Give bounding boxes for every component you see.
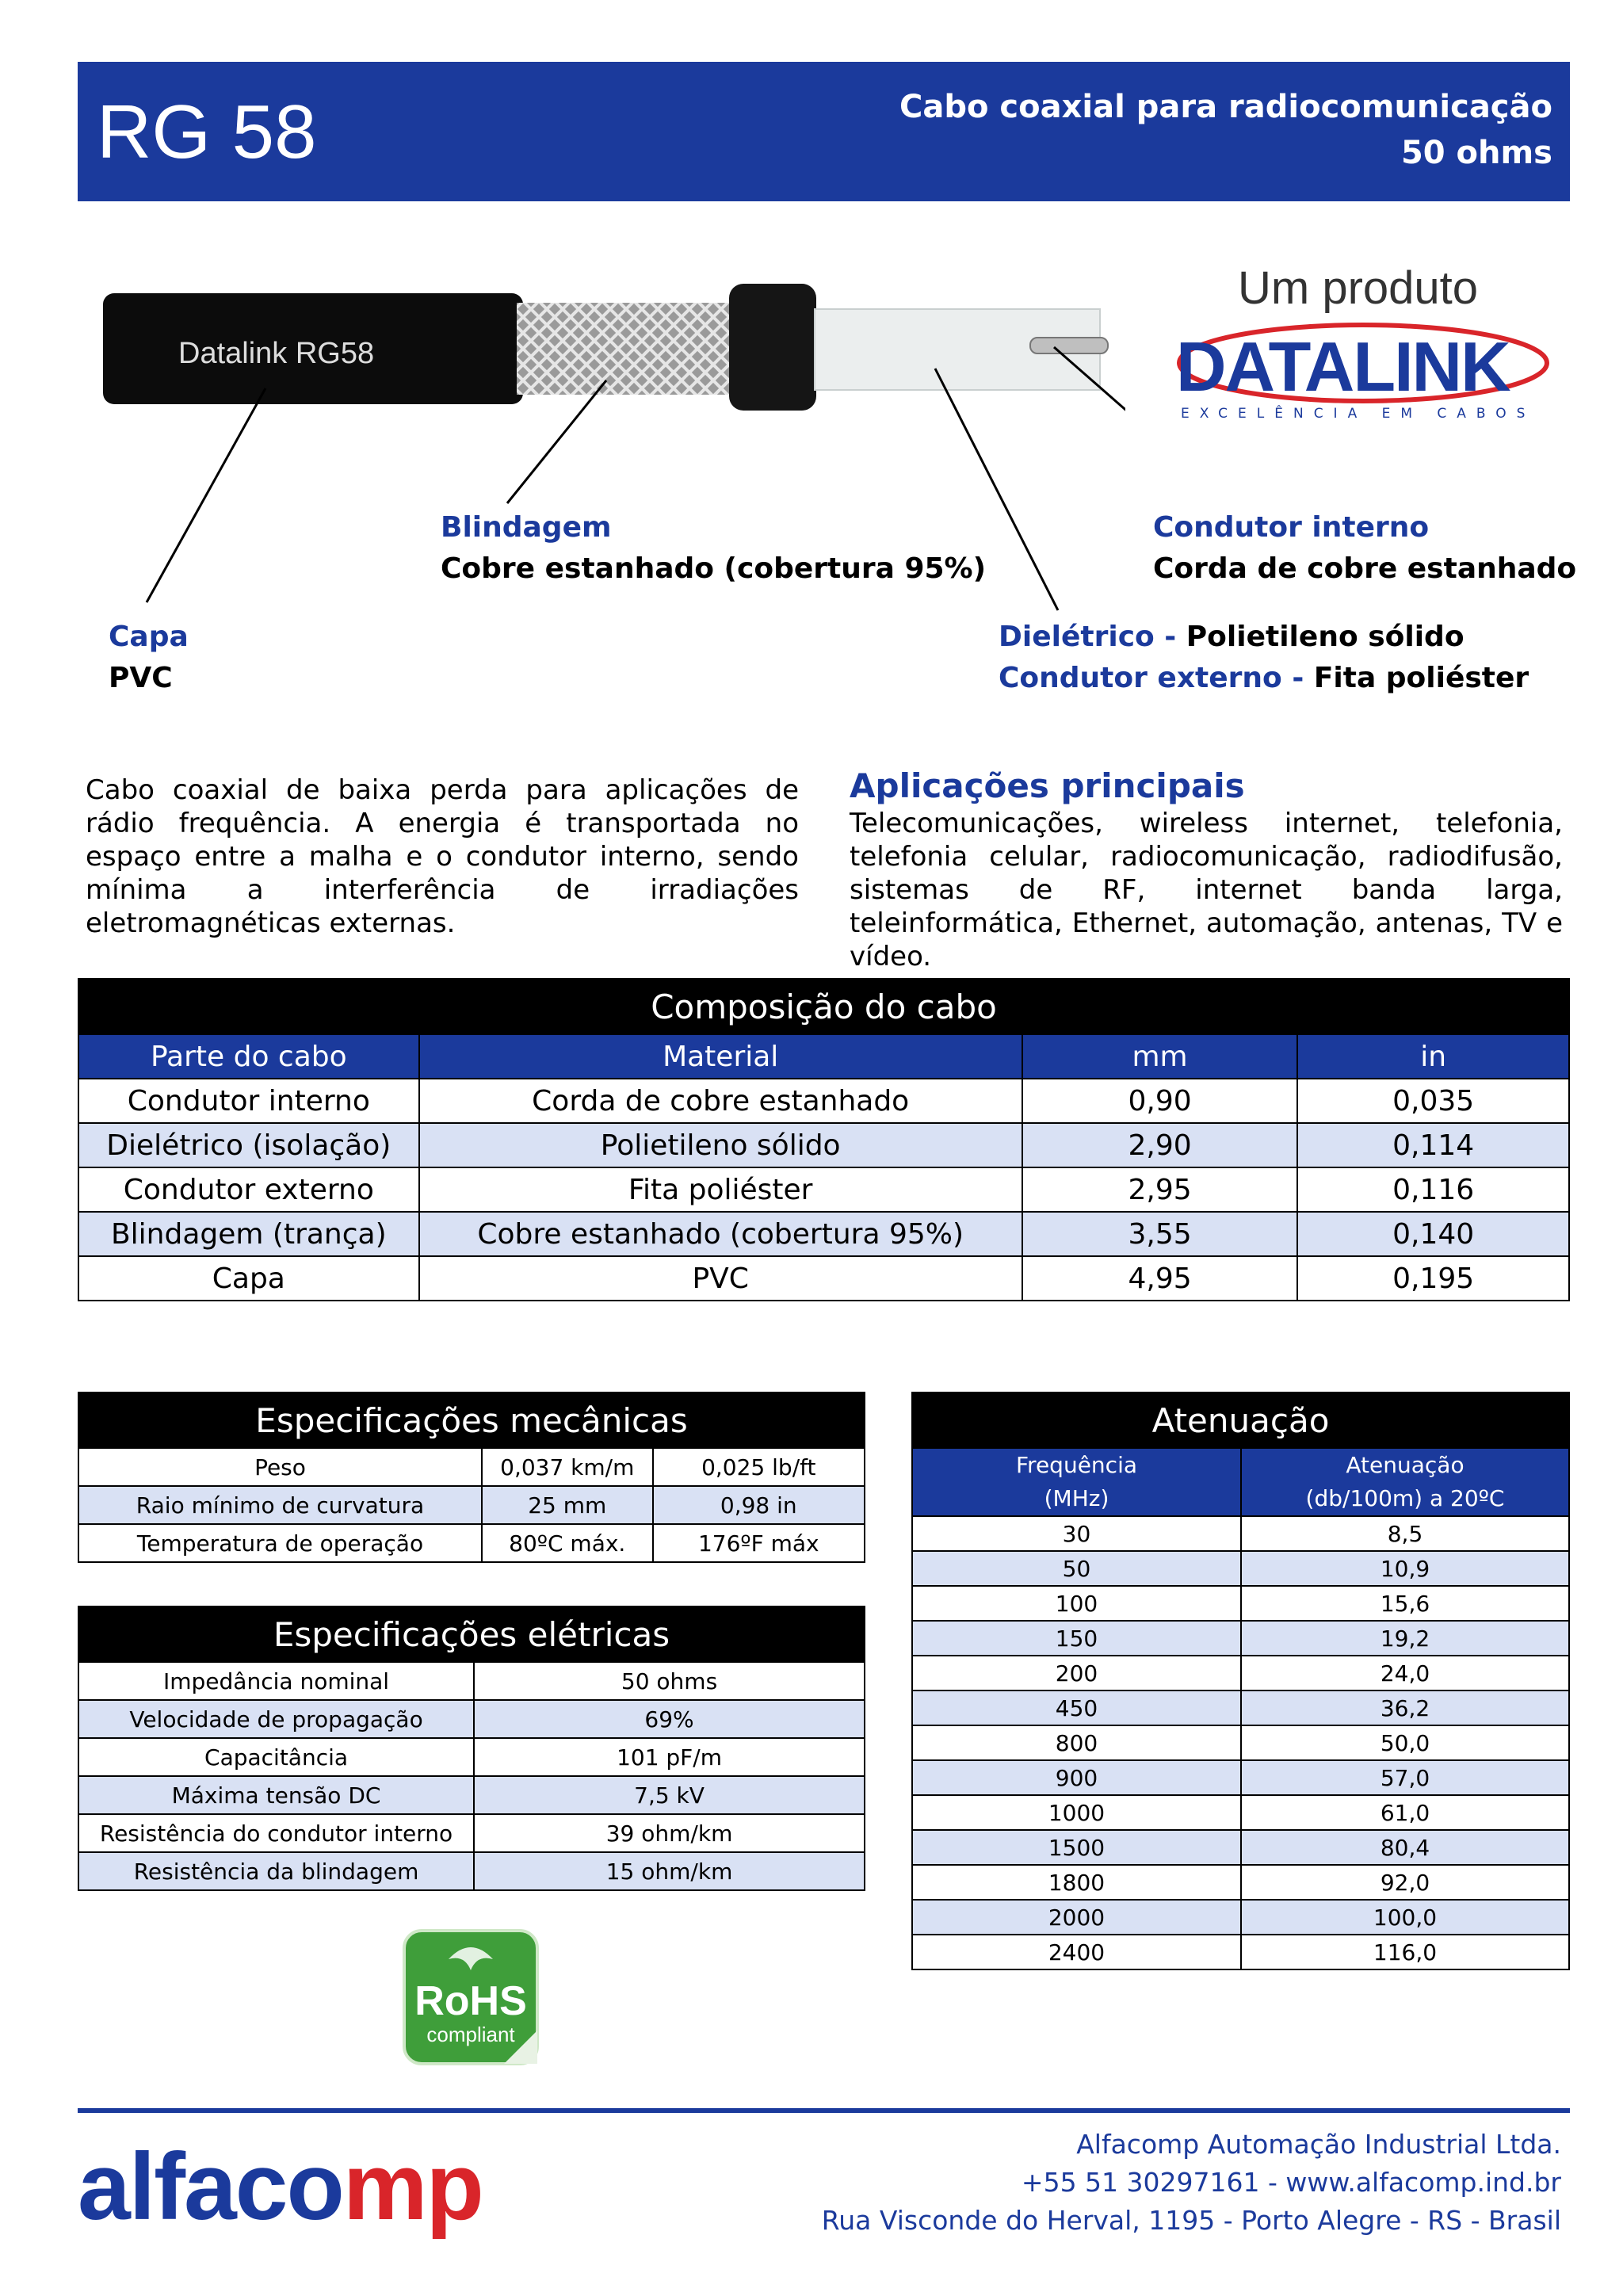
label-condutor-interno-value: Corda de cobre estanhado [1153, 552, 1577, 585]
table-row [912, 1830, 1569, 1865]
attenuation-header-value [1241, 1448, 1569, 1516]
table-cell: Polietileno sólido [419, 1123, 1022, 1167]
brand-name: DATALINK [1176, 327, 1510, 406]
label-blindagem-title: Blindagem [441, 511, 612, 544]
table-row [78, 1448, 865, 1486]
table-cell: 3,55 [1022, 1212, 1298, 1256]
table-cell: 50,0 [1241, 1725, 1569, 1760]
header-subtitle [899, 84, 1552, 176]
table-row [912, 1900, 1569, 1935]
mechanical-title: Especificações mecânicas [78, 1392, 865, 1448]
table-cell: 101 pF/m [474, 1738, 865, 1776]
table-row [912, 1656, 1569, 1690]
attenuation-table [911, 1392, 1570, 1970]
mechanical-specs-table [78, 1392, 865, 1563]
table-cell: 450 [912, 1690, 1241, 1725]
table-row [78, 1079, 1569, 1123]
subtitle-line-1: Cabo coaxial para radiocomunicação [899, 89, 1552, 125]
composition-header: Material [419, 1034, 1022, 1079]
electrical-specs-table [78, 1606, 865, 1891]
table-row [912, 1586, 1569, 1621]
table-cell: 19,2 [1241, 1621, 1569, 1656]
electrical-title: Especificações elétricas [78, 1606, 865, 1662]
table-cell: 176ºF máx [653, 1524, 865, 1562]
header-attenuation-line-1: Atenuação [1346, 1452, 1465, 1478]
rohs-subtext: compliant [426, 2023, 515, 2046]
cable-illustration [95, 269, 1125, 682]
table-cell: 2,95 [1022, 1167, 1298, 1212]
table-cell: 1500 [912, 1830, 1241, 1865]
table-cell: 0,037 km/m [482, 1448, 653, 1486]
table-cell: 30 [912, 1516, 1241, 1551]
footer-phone-web: +55 51 30297161 - www.alfacomp.ind.br [1021, 2167, 1561, 2198]
table-cell: Temperatura de operação [78, 1524, 482, 1562]
cable-foil-ring [729, 284, 816, 411]
applications-title: Aplicações principais [850, 766, 1245, 805]
datalink-brand [1165, 262, 1561, 436]
table-row [78, 1167, 1569, 1212]
table-cell: 0,025 lb/ft [653, 1448, 865, 1486]
table-cell: 200 [912, 1656, 1241, 1690]
label-condutor-externo-value: Fita poliéster [1313, 662, 1529, 694]
table-cell: 900 [912, 1760, 1241, 1795]
table-cell: 150 [912, 1621, 1241, 1656]
logo-text-blue: alfaco [78, 2134, 343, 2240]
table-cell: 0,98 in [653, 1486, 865, 1524]
table-cell: 0,195 [1297, 1256, 1569, 1301]
table-row [78, 1852, 865, 1890]
subtitle-line-2: 50 ohms [1400, 135, 1552, 171]
table-cell: 80ºC máx. [482, 1524, 653, 1562]
table-cell: PVC [419, 1256, 1022, 1301]
table-cell: 1800 [912, 1865, 1241, 1900]
composition-table [78, 978, 1570, 1301]
header-attenuation-line-2: (db/100m) a 20ºC [1305, 1485, 1505, 1511]
table-cell: Peso [78, 1448, 482, 1486]
table-cell: 50 ohms [474, 1662, 865, 1700]
table-cell: 50 [912, 1551, 1241, 1586]
table-cell: 15,6 [1241, 1586, 1569, 1621]
table-cell: Resistência do condutor interno [78, 1814, 474, 1852]
table-cell: 61,0 [1241, 1795, 1569, 1830]
label-capa-title: Capa [109, 621, 189, 653]
table-row [78, 1662, 865, 1700]
table-cell: Corda de cobre estanhado [419, 1079, 1022, 1123]
table-cell: 2400 [912, 1935, 1241, 1969]
composition-header: in [1297, 1034, 1569, 1079]
composition-title: Composição do cabo [78, 979, 1569, 1034]
table-cell: 7,5 kV [474, 1776, 865, 1814]
table-cell: Resistência da blindagem [78, 1852, 474, 1890]
label-dieletrico-value: Polietileno sólido [1186, 621, 1465, 653]
table-row [78, 1524, 865, 1562]
brand-tagline: EXCELÊNCIA EM CABOS [1181, 406, 1536, 422]
cable-inner-conductor [1030, 338, 1108, 353]
attenuation-header-frequency [912, 1448, 1241, 1516]
table-cell: Fita poliéster [419, 1167, 1022, 1212]
header-frequency-line-1: Frequência [1015, 1452, 1137, 1478]
label-capa [109, 617, 189, 699]
table-cell: Capacitância [78, 1738, 474, 1776]
label-condutor-externo-title: Condutor externo - [999, 662, 1304, 694]
rohs-badge [401, 1927, 540, 2067]
table-row [912, 1725, 1569, 1760]
table-row [912, 1795, 1569, 1830]
label-blindagem-value: Cobre estanhado (cobertura 95%) [441, 552, 987, 585]
table-cell: 4,95 [1022, 1256, 1298, 1301]
table-cell: Máxima tensão DC [78, 1776, 474, 1814]
label-dieletrico-condutor-externo [999, 617, 1529, 699]
table-cell: 0,114 [1297, 1123, 1569, 1167]
table-row [912, 1865, 1569, 1900]
table-cell: 8,5 [1241, 1516, 1569, 1551]
label-capa-value: PVC [109, 662, 173, 694]
table-cell: 2,90 [1022, 1123, 1298, 1167]
applications-text: Telecomunicações, wireless internet, telefonia, telefonia celular, radiocomunicação, radiodifusão, sistemas de RF, internet banda larga, teleinformática, Ethernet, automação, antenas, TV e vídeo. [850, 808, 1563, 972]
table-cell: 10,9 [1241, 1551, 1569, 1586]
table-cell: 80,4 [1241, 1830, 1569, 1865]
table-row [78, 1776, 865, 1814]
table-cell: 15 ohm/km [474, 1852, 865, 1890]
table-row [78, 1738, 865, 1776]
table-cell: Capa [78, 1256, 419, 1301]
table-cell: Dielétrico (isolação) [78, 1123, 419, 1167]
table-cell: 0,90 [1022, 1079, 1298, 1123]
table-cell: 100 [912, 1586, 1241, 1621]
table-cell: 25 mm [482, 1486, 653, 1524]
composition-header: mm [1022, 1034, 1298, 1079]
table-row [78, 1212, 1569, 1256]
footer-address: Rua Visconde do Herval, 1195 - Porto Alegre - RS - Brasil [821, 2205, 1561, 2236]
table-cell: 116,0 [1241, 1935, 1569, 1969]
table-cell: Cobre estanhado (cobertura 95%) [419, 1212, 1022, 1256]
table-cell: 800 [912, 1725, 1241, 1760]
table-cell: 0,035 [1297, 1079, 1569, 1123]
attenuation-title: Atenuação [912, 1392, 1569, 1448]
label-dieletrico-title: Dielétrico - [999, 621, 1177, 653]
brand-um-produto: Um produto [1238, 262, 1479, 314]
footer-company: Alfacomp Automação Industrial Ltda. [1076, 2129, 1561, 2160]
table-row [912, 1516, 1569, 1551]
table-cell: Blindagem (trança) [78, 1212, 419, 1256]
table-cell: 1000 [912, 1795, 1241, 1830]
table-row [912, 1935, 1569, 1969]
table-cell: Condutor interno [78, 1079, 419, 1123]
table-cell: 39 ohm/km [474, 1814, 865, 1852]
table-row [912, 1621, 1569, 1656]
composition-header: Parte do cabo [78, 1034, 419, 1079]
table-row [78, 1814, 865, 1852]
table-cell: Raio mínimo de curvatura [78, 1486, 482, 1524]
label-blindagem [441, 507, 986, 590]
label-condutor-interno [1153, 507, 1576, 590]
table-cell: 0,140 [1297, 1212, 1569, 1256]
table-cell: 92,0 [1241, 1865, 1569, 1900]
table-row [912, 1551, 1569, 1586]
cable-braid [517, 303, 729, 395]
intro-paragraph: Cabo coaxial de baixa perda para aplicações de rádio frequência. A energia é transportada no espaço entre a malha e o condutor interno, sendo mínima a interferência de irradiações eletromagnéticas externas. [86, 774, 799, 939]
table-cell: 2000 [912, 1900, 1241, 1935]
label-condutor-interno-title: Condutor interno [1153, 511, 1430, 544]
table-cell: 57,0 [1241, 1760, 1569, 1795]
table-row [78, 1700, 865, 1738]
table-row [912, 1760, 1569, 1795]
table-cell: 0,116 [1297, 1167, 1569, 1212]
table-row [78, 1486, 865, 1524]
alfacomp-logo [78, 2135, 483, 2238]
table-row [78, 1123, 1569, 1167]
table-cell: Condutor externo [78, 1167, 419, 1212]
table-cell: Velocidade de propagação [78, 1700, 474, 1738]
footer-contact [822, 2126, 1561, 2240]
pointer-capa [147, 388, 265, 602]
model-title: RG 58 [97, 90, 317, 174]
logo-text-red: mp [342, 2134, 483, 2240]
applications-section [850, 766, 1563, 973]
footer-divider [78, 2108, 1570, 2113]
table-row [912, 1690, 1569, 1725]
table-cell: 100,0 [1241, 1900, 1569, 1935]
table-row [78, 1256, 1569, 1301]
header-frequency-line-2: (MHz) [1044, 1485, 1109, 1511]
header-banner [78, 62, 1570, 201]
table-cell: 69% [474, 1700, 865, 1738]
cable-print: Datalink RG58 [178, 337, 375, 370]
table-cell: 36,2 [1241, 1690, 1569, 1725]
rohs-text: RoHS [414, 1978, 527, 2024]
table-cell: 24,0 [1241, 1656, 1569, 1690]
pointer-blindagem [507, 380, 606, 503]
table-cell: Impedância nominal [78, 1662, 474, 1700]
